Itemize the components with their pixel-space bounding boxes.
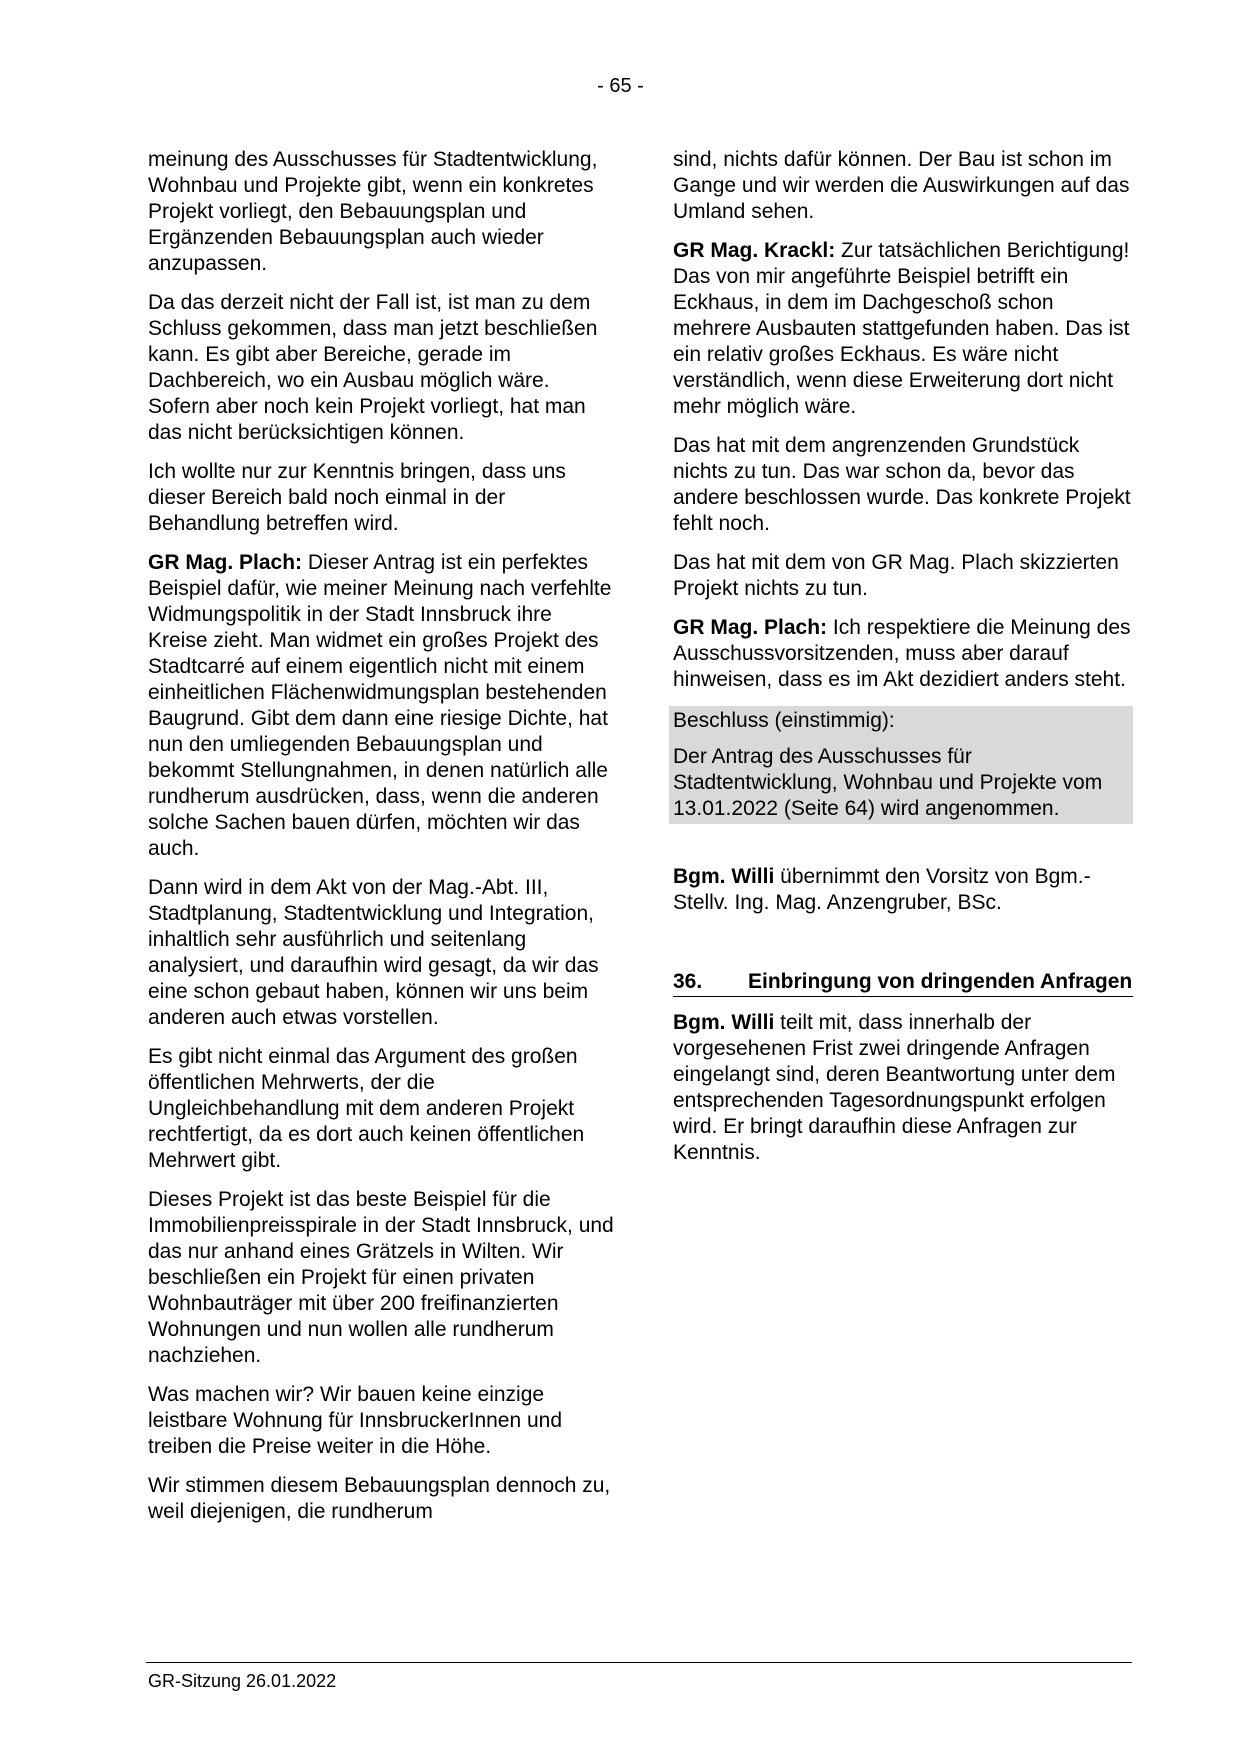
paragraph: meinung des Ausschusses für Stadtentwicklung, Wohnbau und Projekte gibt, wenn ein konkretes Projekt vorliegt, den Bebauungsplan und Ergänzenden Bebauungsplan auch wieder anzupassen. bbox=[148, 148, 598, 275]
decision-text: Der Antrag des Ausschusses für Stadtentwicklung, Wohnbau und Projekte vom 13.01.2022 (Seite 64) wird angenommen. bbox=[673, 745, 1103, 820]
speaker-name: GR Mag. Krackl: bbox=[673, 239, 836, 262]
right-column bbox=[673, 147, 1133, 1179]
section-number: 36. bbox=[673, 970, 703, 993]
paragraph: Dann wird in dem Akt von der Mag.-Abt. III, Stadtplanung, Stadtentwicklung und Integration, inhaltlich sehr ausführlich und seitenlang analysiert, und daraufhin wird gesagt, da wir das eine schon gebaut haben, können wir uns beim anderen auch etwas vorstellen. bbox=[148, 876, 599, 1029]
speech-text: Dieser Antrag ist ein perfektes Beispiel dafür, wie meiner Meinung nach verfehlte Widmungspolitik in der Stadt Innsbruck ihre Kreise zieht. Man widmet ein großes Projekt des Stadtcarré auf einem eigentlich nicht mit einem einheitlichen Flächenwidmungsplan bestehenden Baugrund. Gibt dem dann eine riesige Dichte, hat nun den umliegenden Bebauungsplan und bekommt Stellungnahmen, in denen natürlich alle rundherum ausdrücken, dass, wenn die anderen solche Sachen bauen dürfen, möchten wir das auch. bbox=[148, 551, 612, 860]
decision-box bbox=[669, 706, 1133, 824]
speaker-name: Bgm. Willi bbox=[673, 865, 775, 888]
speech-text: teilt mit, dass innerhalb der vorgesehenen Frist zwei dringende Anfragen eingelangt sind, deren Beantwortung unter dem entsprechenden Tagesordnungspunkt erfolgen wird. Er bringt daraufhin diese Anfragen zur Kenntnis. bbox=[673, 1011, 1116, 1164]
footer-divider bbox=[146, 1662, 1132, 1663]
paragraph: Was machen wir? Wir bauen keine einzige leistbare Wohnung für InnsbruckerInnen und treiben die Preise weiter in die Höhe. bbox=[148, 1383, 563, 1458]
speaker-paragraph bbox=[673, 615, 1133, 693]
speaker-paragraph bbox=[673, 1010, 1133, 1166]
section-heading bbox=[673, 969, 1133, 997]
paragraph: Das hat mit dem angrenzenden Grundstück nichts zu tun. Das war schon da, bevor das andere beschlossen wurde. Das konkrete Projekt fehlt noch. bbox=[673, 434, 1131, 535]
speaker-paragraph bbox=[148, 550, 614, 862]
speech-text: Zur tatsächlichen Berichtigung! Das von mir angeführte Beispiel betrifft ein Eckhaus, in dem im Dachgeschoß schon mehrere Ausbauten stattgefunden haben. Das ist ein relativ großes Eckhaus. Es wäre nicht verständlich, wenn diese Erweiterung dort nicht mehr möglich wäre. bbox=[673, 239, 1130, 418]
speaker-name: GR Mag. Plach: bbox=[673, 616, 828, 639]
speaker-paragraph bbox=[673, 238, 1133, 420]
paragraph: sind, nichts dafür können. Der Bau ist schon im Gange und wir werden die Auswirkungen auf das Umland sehen. bbox=[673, 148, 1130, 223]
page-number: - 65 - bbox=[597, 75, 644, 97]
speech-text: Ich respektiere die Meinung des Ausschussvorsitzenden, muss aber darauf hinweisen, dass es im Akt dezidiert anders steht. bbox=[673, 616, 1131, 691]
section-title: Einbringung von dringenden Anfragen bbox=[748, 970, 1133, 993]
speaker-name: Bgm. Willi bbox=[673, 1011, 775, 1034]
speaker-name: GR Mag. Plach: bbox=[148, 551, 303, 574]
paragraph: Ich wollte nur zur Kenntnis bringen, dass uns dieser Bereich bald noch einmal in der Behandlung betreffen wird. bbox=[148, 460, 566, 535]
paragraph: Das hat mit dem von GR Mag. Plach skizzierten Projekt nichts zu tun. bbox=[673, 551, 1119, 600]
decision-title: Beschluss (einstimmig): bbox=[673, 709, 895, 732]
paragraph: Da das derzeit nicht der Fall ist, ist man zu dem Schluss gekommen, dass man jetzt beschließen kann. Es gibt aber Bereiche, gerade im Dachbereich, wo ein Ausbau möglich wäre. Sofern aber noch kein Projekt vorliegt, hat man das nicht berücksichtigen können. bbox=[148, 291, 598, 444]
speaker-paragraph bbox=[673, 864, 1133, 916]
paragraph: Dieses Projekt ist das beste Beispiel für die Immobilienpreisspirale in der Stadt Innsbruck, und das nur anhand eines Grätzels in Wilten. Wir beschließen ein Projekt für einen privaten Wohnbauträger mit über 200 freifinanzierten Wohnungen und nun wollen alle rundherum nachziehen. bbox=[148, 1188, 614, 1367]
left-column bbox=[148, 147, 614, 1538]
speech-text: übernimmt den Vorsitz von Bgm.-Stellv. Ing. Mag. Anzengruber, BSc. bbox=[673, 865, 1091, 914]
paragraph: Wir stimmen diesem Bebauungsplan dennoch zu, weil diejenigen, die rundherum bbox=[148, 1474, 611, 1523]
footer-session-date: GR-Sitzung 26.01.2022 bbox=[148, 1671, 337, 1691]
paragraph: Es gibt nicht einmal das Argument des großen öffentlichen Mehrwerts, der die Ungleichbehandlung mit dem anderen Projekt rechtfertigt, da es dort auch keinen öffentlichen Mehrwert gibt. bbox=[148, 1045, 585, 1172]
